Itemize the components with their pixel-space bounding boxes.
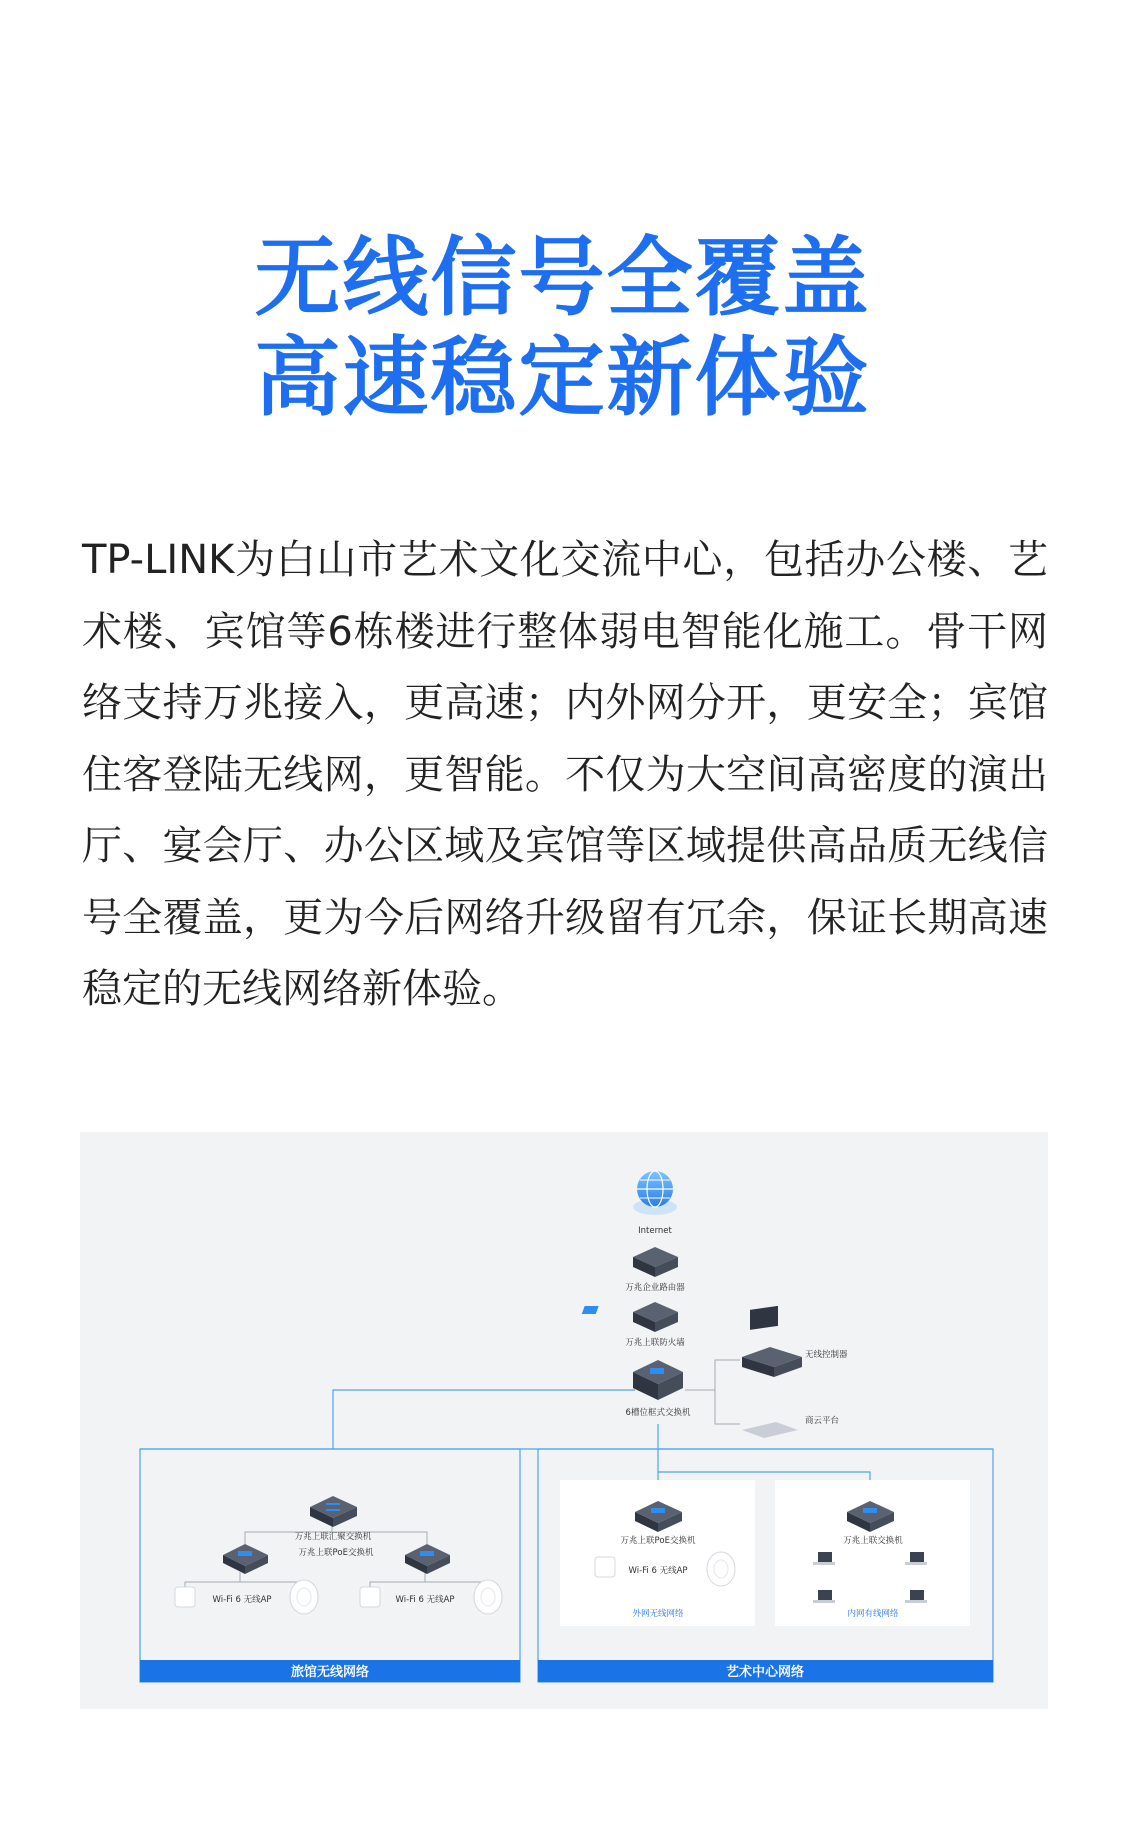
hotel-aggregation-switch-icon [310,1496,357,1527]
network-diagram [80,1132,1048,1709]
art-uplink-switch-label: 万兆上联交换机 [843,1536,903,1546]
internet-globe-icon [633,1171,677,1215]
hotel-ap-right-label: Wi-Fi 6 无线AP [395,1595,455,1605]
core-switch-label: 6槽位框式交换机 [625,1408,691,1418]
hotel-poe-switch-left-icon [223,1544,268,1574]
cloud-platform-label: 商云平台 [805,1416,840,1426]
wireless-controller-label: 无线控制器 [805,1350,848,1360]
art-ap-label: Wi-Fi 6 无线AP [628,1566,688,1576]
internal-wired-label: 内网有线网络 [847,1609,899,1619]
description-paragraph: TP-LINK为白山市艺术文化交流中心，包括办公楼、艺术楼、宾馆等6栋楼进行整体弱电智能化施工。骨干网络支持万兆接入，更高速；内外网分开，更安全；宾馆住客登陆无线网，更智能。不仅为大空间高密度的演出厅、宴会厅、办公区域及宾馆等区域提供高品质无线信号全覆盖，更为今后网络升级留有冗余，保证长期高速稳定的无线网络新体验。 [82,537,1048,1012]
firewall-label: 万兆上联防火墙 [625,1338,685,1348]
headline [0,228,1125,428]
hotel-section-label: 旅馆无线网络 [290,1665,370,1680]
headline-line-1: 无线信号全覆盖 [254,228,871,328]
internal-wired-box [775,1480,970,1626]
router-icon [633,1247,678,1277]
hotel-poe-switch-right-icon [405,1544,450,1574]
art-section-label: 艺术中心网络 [725,1665,805,1680]
headline-line-2: 高速稳定新体验 [254,328,871,428]
hotel-ap-left-label: Wi-Fi 6 无线AP [212,1595,272,1605]
wireless-controller-icon [742,1347,802,1377]
hotel-agg-switch-label: 万兆上联汇聚交换机 [294,1532,372,1542]
external-wireless-label: 外网无线网络 [632,1609,684,1619]
router-label: 万兆企业路由器 [625,1283,685,1293]
network-diagram-svg [80,1132,1048,1709]
internet-label: Internet [638,1226,672,1236]
hotel-poe-switch-label: 万兆上联PoE交换机 [298,1548,374,1558]
hotel-network-box [140,1449,520,1682]
art-poe-switch-label: 万兆上联PoE交换机 [620,1536,696,1546]
firewall-icon [582,1302,678,1332]
core-switch-icon [633,1360,683,1400]
